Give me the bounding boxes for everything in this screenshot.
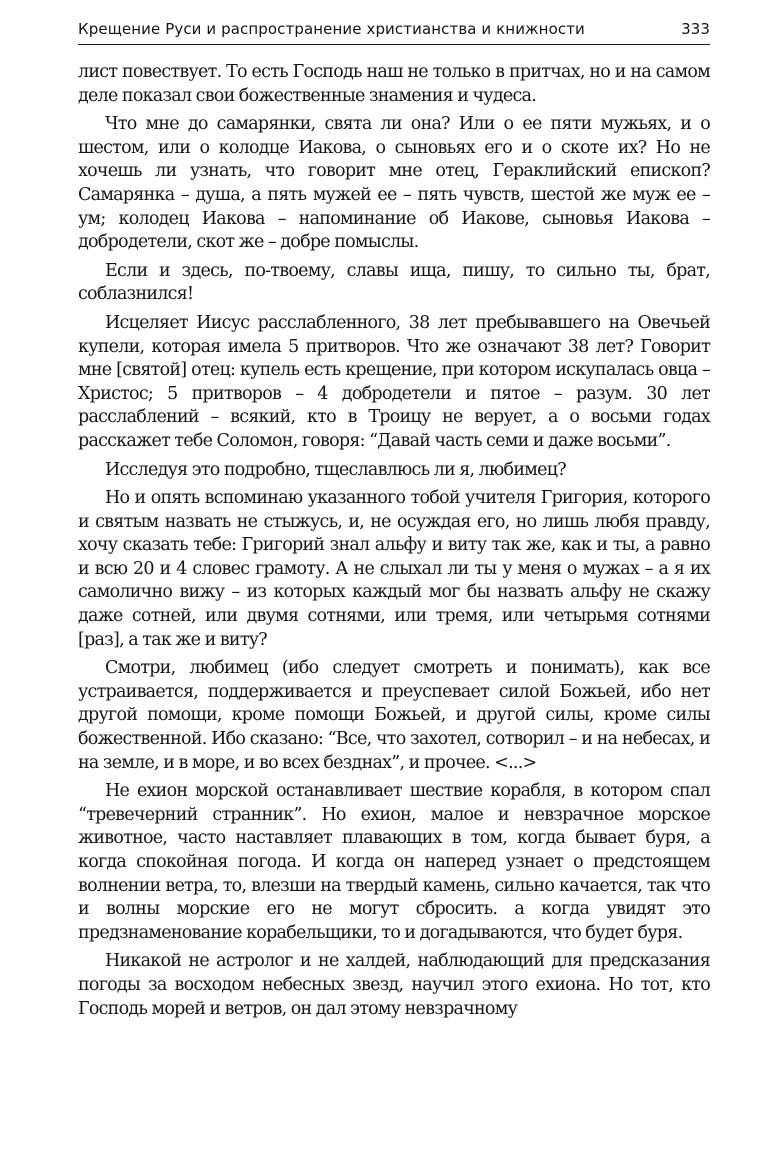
running-header bbox=[78, 20, 710, 45]
book-page bbox=[78, 20, 710, 1026]
paragraph-1: лист повествует. То есть Господь наш не только в притчах, но и на самом деле показал свои божественные знамения и чудеса. bbox=[78, 62, 710, 106]
paragraph-2: Что мне до самарянки, свята ли она? Или о ее пяти мужьях, и о шестом, или о колодце Иакова, о сыновьях его и о скоте их? Но не хочешь ли узнать, что говорит мне отец, Гераклийский епископ? Самарянка – душа, а пять мужей ее – пять чувств, шестой же муж ее – ум; колодец Иакова – напоминание об Иакове, сыновья Иакова – добродетели, скот же – добре помыслы. bbox=[78, 114, 710, 253]
paragraph-5: Исследуя это подробно, тщеславлюсь ли я, любимец? bbox=[105, 459, 566, 480]
body-text bbox=[78, 61, 710, 1021]
paragraph-9: Никакой не астролог и не халдей, наблюдающий для предсказания погоды за восходом небесных звезд, научил этого ехиона. Но тот, кто Господь морей и ветров, он дал этому невзрачному bbox=[78, 951, 710, 1019]
paragraph-4: Исцеляет Иисус расслабленного, 38 лет пребывавшего на Овечьей купели, которая имела 5 притворов. Что же означают 38 лет? Говорит мне [святой] отец: купель есть крещение, при котором искупалась овца – Христос; 5 притворов – 4 добродетели и пятое – разум. 30 лет расслаблений – всякий, кто в Троицу не верует, а о восьми годах расскажет тебе Соломон, говоря: “Давай часть семи и даже восьми”. bbox=[78, 312, 710, 451]
paragraph-6: Но и опять вспоминаю указанного тобой учителя Григория, которого и святым назвать не стыжусь, и, не осуждая его, но лишь любя правду, хочу сказать тебе: Григорий знал альфу и виту так же, как и ты, а равно и всю 20 и 4 словес грамоту. А не слыхал ли ты у меня о мужах – а я их самолично вижу – из которых каждый мог бы назвать альфу не скажу даже сотней, или двумя сотнями, или тремя, или четырьмя сотнями [раз], а так же и виту? bbox=[78, 488, 710, 650]
paragraph-7: Смотри, любимец (ибо следует смотреть и понимать), как все устраивается, поддерживается и преуспевает силой Божьей, ибо нет другой помощи, кроме помощи Божьей, и другой силы, кроме силы божественной. Ибо сказано: “Все, что захотел, сотворил – и на небесах, и на земле, и в море, и во всех безднах”, и прочее. <...> bbox=[78, 658, 710, 773]
paragraph-3: Если и здесь, по-твоему, славы ища, пишу, то сильно ты, брат, соблазнился! bbox=[78, 260, 710, 305]
page-number: 333 bbox=[681, 20, 710, 38]
chapter-title: Крещение Руси и распространение христианства и книжности bbox=[78, 20, 585, 38]
paragraph-8: Не ехион морской останавливает шествие корабля, в котором спал “тревечерний странник”. Но ехион, малое и невзрачное морское животное, часто наставляет плавающих в том, когда бывает буря, а когда спокойная погода. И когда он наперед узнает о предстоящем волнении ветра, то, влезши на твердый камень, сильно качается, так что и волны морские его не могут сбросить. а когда увидят это предзнаменование корабельщики, то и догадываются, что будет буря. bbox=[78, 781, 710, 943]
